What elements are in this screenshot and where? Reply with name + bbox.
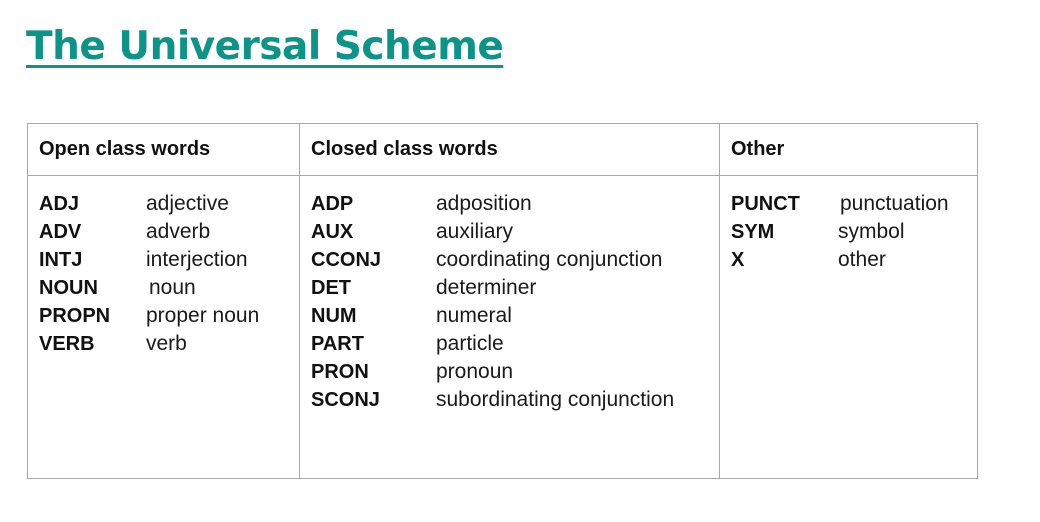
table-row (311, 386, 719, 414)
pos-tag: CCONJ (311, 248, 382, 271)
column-body (28, 176, 299, 358)
table-row (39, 246, 299, 274)
pos-description: symbol (838, 220, 905, 243)
pos-tag: PART (311, 332, 364, 355)
pos-tag: VERB (39, 332, 95, 355)
pos-description: determiner (436, 276, 537, 299)
column-header: Other (720, 124, 977, 176)
pos-tag: ADJ (39, 192, 80, 215)
pos-tag: PRON (311, 360, 369, 383)
pos-description: interjection (146, 248, 248, 271)
other-column (719, 124, 977, 478)
table-row (731, 246, 977, 274)
pos-description: adposition (436, 192, 532, 215)
pos-tag: SCONJ (311, 388, 380, 411)
pos-description: particle (436, 332, 504, 355)
table-row (311, 302, 719, 330)
table-row (39, 274, 299, 302)
table-row (39, 302, 299, 330)
pos-tag: X (731, 248, 745, 271)
page-title: The Universal Scheme (26, 24, 504, 69)
table-row (311, 218, 719, 246)
pos-description: coordinating conjunction (436, 248, 663, 271)
table-row (311, 330, 719, 358)
pos-tag: INTJ (39, 248, 83, 271)
column-body (720, 176, 977, 274)
pos-tag: SYM (731, 220, 775, 243)
table-row (311, 358, 719, 386)
table-row (39, 190, 299, 218)
pos-tag: ADP (311, 192, 354, 215)
open-class-column (28, 124, 299, 478)
pos-description: pronoun (436, 360, 514, 383)
table-row (39, 330, 299, 358)
pos-description: noun (149, 276, 196, 299)
table-row (311, 274, 719, 302)
pos-description: auxiliary (436, 220, 514, 243)
pos-description: verb (146, 332, 187, 355)
pos-tag: NOUN (39, 276, 98, 299)
universal-scheme-table (27, 123, 978, 479)
table-row (311, 190, 719, 218)
column-header: Closed class words (300, 124, 719, 176)
table-row (311, 246, 719, 274)
table-row (39, 218, 299, 246)
pos-tag: NUM (311, 304, 357, 327)
pos-description: other (838, 248, 886, 271)
pos-description: adjective (146, 192, 229, 215)
column-body (300, 176, 719, 414)
pos-tag: PROPN (39, 304, 111, 327)
pos-tag: PUNCT (731, 192, 800, 215)
table-row (731, 218, 977, 246)
pos-tag: DET (311, 276, 351, 299)
column-header: Open class words (28, 124, 299, 176)
pos-tag: AUX (311, 220, 354, 243)
pos-description: adverb (146, 220, 211, 243)
pos-description: subordinating conjunction (436, 388, 675, 411)
pos-description: numeral (436, 304, 512, 327)
pos-description: proper noun (146, 304, 260, 327)
closed-class-column (299, 124, 719, 478)
pos-description: punctuation (840, 192, 949, 215)
pos-tag: ADV (39, 220, 82, 243)
table-row (731, 190, 977, 218)
